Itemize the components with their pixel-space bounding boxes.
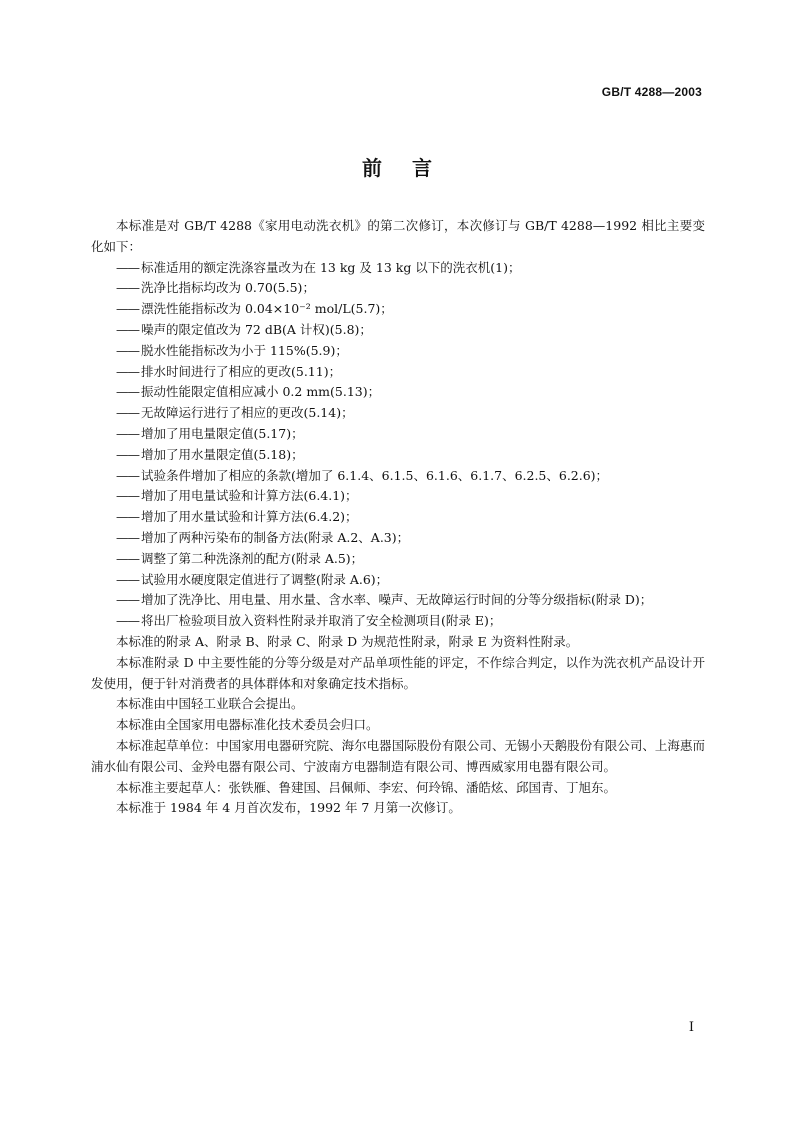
- list-item-text: 漂洗性能指标改为 0.04×10⁻² mol/L(5.7)；: [141, 301, 393, 317]
- intro-paragraph: 本标准是对 GB/T 4288《家用电动洗衣机》的第二次修订，本次修订与 GB/T 4288—1992 相比主要变化如下：: [91, 218, 705, 254]
- page-number: I: [688, 1020, 694, 1035]
- list-item: [91, 549, 705, 570]
- list-item: [91, 362, 705, 383]
- dash-marker: ——: [116, 613, 139, 629]
- list-item-text: 振动性能限定值相应减小 0.2 mm(5.13)；: [141, 384, 381, 400]
- grading-paragraph: 本标准附录 D 中主要性能的分等分级是对产品单项性能的评定，不作综合判定，以作为洗衣机产品设计开发使用，便于针对消费者的具体群体和对象确定技术指标。: [91, 654, 705, 691]
- dash-marker: ——: [116, 592, 139, 608]
- list-item-text: 增加了用电量试验和计算方法(6.4.1)；: [141, 488, 358, 504]
- list-item-text: 试验条件增加了相应的条款(增加了 6.1.4、6.1.5、6.1.6、6.1.7、6.2.5、6.2.6)；: [141, 467, 609, 483]
- dash-marker: ——: [116, 363, 139, 379]
- dash-marker: ——: [116, 342, 139, 358]
- list-item: [91, 570, 705, 591]
- history-paragraph: 本标准于 1984 年 4 月首次发布，1992 年 7 月第一次修订。: [116, 800, 461, 816]
- dash-marker: ——: [116, 301, 139, 317]
- list-item: [91, 403, 705, 424]
- list-item: [91, 528, 705, 549]
- dash-marker: ——: [116, 259, 139, 275]
- list-item-text: 调整了第二种洗涤剂的配方(附录 A.5)；: [141, 550, 364, 566]
- list-item: [91, 590, 705, 611]
- standard-number: GB/T 4288—2003: [601, 85, 702, 99]
- list-item-text: 排水时间进行了相应的更改(5.11)；: [141, 363, 342, 379]
- dash-marker: ——: [116, 280, 139, 296]
- list-item-text: 增加了用电量限定值(5.17)；: [141, 425, 304, 441]
- list-item-text: 试验用水硬度限定值进行了调整(附录 A.6)；: [141, 571, 389, 587]
- list-item: [91, 507, 705, 528]
- list-item-text: 洗净比指标均改为 0.70(5.5)；: [141, 280, 315, 296]
- list-item-text: 脱水性能指标改为小于 115%(5.9)；: [141, 342, 348, 358]
- drafting-units-paragraph: 本标准起草单位：中国家用电器研究院、海尔电器国际股份有限公司、无锡小天鹅股份有限公司、上海惠而浦水仙有限公司、金羚电器有限公司、宁波南方电器制造有限公司、博西威家用电器有限公司。: [91, 737, 705, 774]
- dash-marker: ——: [116, 405, 139, 421]
- changes-list: [91, 258, 705, 632]
- dash-marker: ——: [116, 321, 139, 337]
- list-item: [91, 341, 705, 362]
- dash-marker: ——: [116, 446, 139, 462]
- list-item: [91, 445, 705, 466]
- page-title: 前言: [362, 156, 462, 180]
- dash-marker: ——: [116, 488, 139, 504]
- list-item: [91, 466, 705, 487]
- dash-marker: ——: [116, 571, 139, 587]
- list-item: [91, 611, 705, 632]
- dash-marker: ——: [116, 425, 139, 441]
- dash-marker: ——: [116, 509, 139, 525]
- list-item: [91, 258, 705, 279]
- list-item-text: 增加了两种污染布的制备方法(附录 A.2、A.3)；: [141, 529, 410, 545]
- dash-marker: ——: [116, 467, 139, 483]
- list-item-text: 增加了用水量限定值(5.18)；: [141, 446, 304, 462]
- annex-type-paragraph: 本标准的附录 A、附录 B、附录 C、附录 D 为规范性附录，附录 E 为资料性附录。: [116, 633, 579, 649]
- list-item-text: 将出厂检验项目放入资料性附录并取消了安全检测项目(附录 E)；: [141, 613, 502, 629]
- dash-marker: ——: [116, 529, 139, 545]
- drafters-paragraph: 本标准主要起草人：张铁雁、鲁建国、吕佩师、李宏、何玲锦、潘皓炫、邱国青、丁旭东。: [116, 779, 617, 795]
- list-item: [91, 486, 705, 507]
- list-item-text: 标准适用的额定洗涤容量改为在 13 kg 及 13 kg 以下的洗衣机(1)；: [141, 259, 521, 275]
- list-item-text: 增加了洗净比、用电量、用水量、含水率、噪声、无故障运行时间的分等分级指标(附录 D)；: [141, 592, 653, 608]
- dash-marker: ——: [116, 550, 139, 566]
- list-item: [91, 278, 705, 299]
- list-item: [91, 320, 705, 341]
- list-item: [91, 424, 705, 445]
- list-item: [91, 382, 705, 403]
- proposer-paragraph: 本标准由中国轻工业联合会提出。: [116, 696, 304, 712]
- list-item-text: 增加了用水量试验和计算方法(6.4.2)；: [141, 509, 358, 525]
- dash-marker: ——: [116, 384, 139, 400]
- document-body: [91, 216, 705, 819]
- list-item-text: 噪声的限定值改为 72 dB(A 计权)(5.8)；: [141, 321, 372, 337]
- list-item: [91, 299, 705, 320]
- list-item-text: 无故障运行进行了相应的更改(5.14)；: [141, 405, 354, 421]
- committee-paragraph: 本标准由全国家用电器标准化技术委员会归口。: [116, 717, 379, 733]
